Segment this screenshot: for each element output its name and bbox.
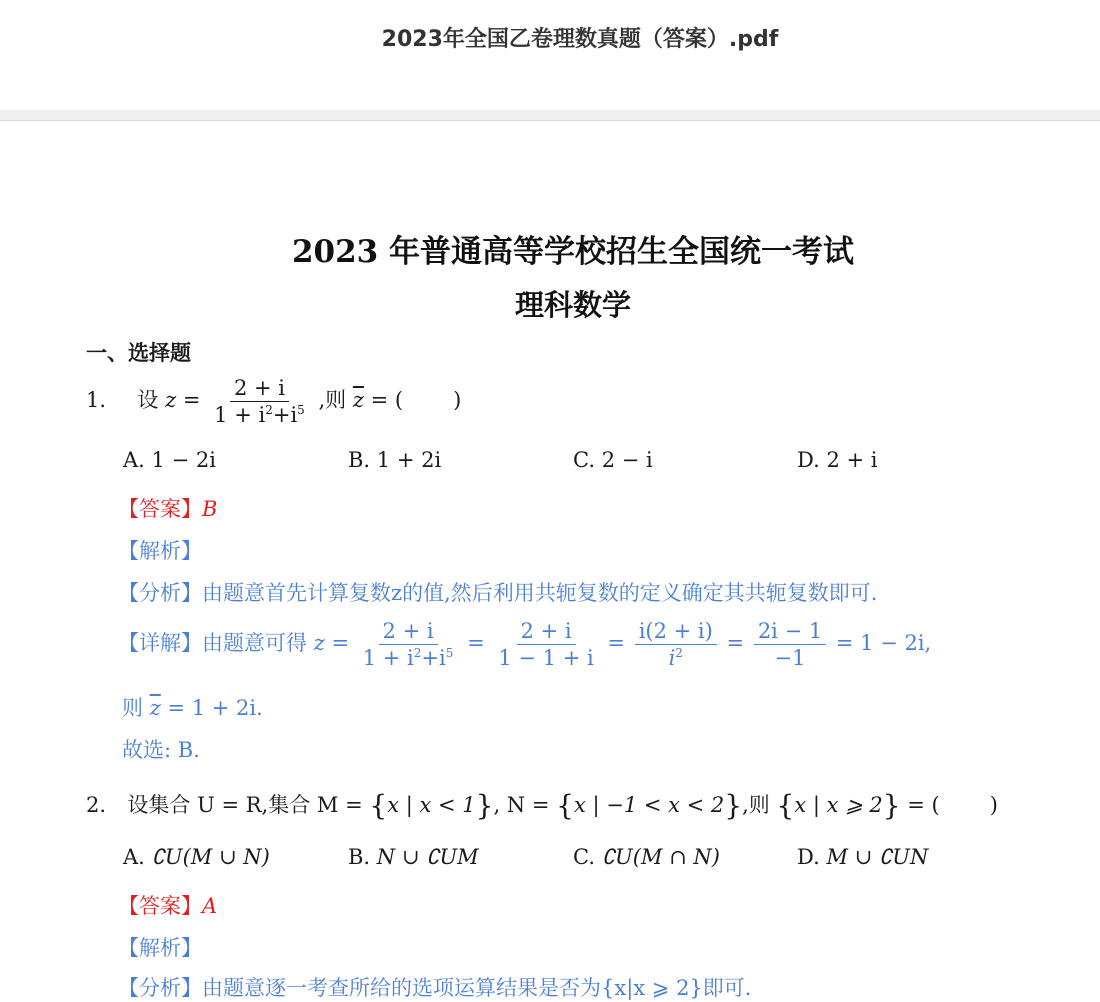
q1-jiexi-label: 【解析】 (118, 539, 202, 563)
toolbar-separator (0, 110, 1100, 121)
q1-suffix: = ( (370, 388, 404, 413)
title-bar (0, 0, 1100, 110)
q1-choose: 故选: B. (122, 738, 200, 762)
q2-option-d: D. M ∪ ∁UN (797, 845, 929, 869)
q1-prefix: 设 (137, 388, 159, 413)
q2-jiexi-label: 【解析】 (118, 936, 202, 960)
q1-fraction (210, 376, 309, 427)
q1-xiangjie: 【详解】由题意可得 z = $\frac{2 + i}{1 + i^2+i^5}$ = $\frac{2 + i}{1 - 1 + i}$ = $\frac{i(2 + i)}{i^2}$ = $\frac{2i - 1}{-1}$ = 1 − 2i, (118, 619, 932, 671)
pdf-page[interactable] (0, 121, 1100, 1000)
question-1-stem (86, 376, 461, 427)
q1-fenxi: 【分析】由题意首先计算复数z的值,然后利用共轭复数的定义确定其共轭复数即可. (118, 581, 878, 605)
q1-numerator: 2 + i (230, 376, 289, 402)
q1-denominator: $1 + i^2+i^5$ (214, 403, 305, 428)
q1-option-a: A. 1 − 2i (123, 448, 216, 472)
q1-answer: 【答案】B (118, 497, 218, 521)
q1-then: 则 $\overline{z} = 1 + 2i$. (122, 696, 263, 720)
q1-mid: ,则 (318, 388, 347, 413)
q1-z: z (165, 388, 177, 413)
question-2-stem: 2. 设集合 U = R,集合 M = {x | x < 1}, N = {x | −1 < x < 2},则 {x | x ⩾ 2} = ( ) (86, 789, 998, 822)
file-title: 2023年全国乙卷理数真题（答案）.pdf (381, 27, 779, 52)
doc-title: 2023 年普通高等学校招生全国统一考试 (291, 234, 855, 270)
q2-number: 2. (86, 793, 107, 817)
q1-option-b: B. 1 + 2i (348, 448, 442, 472)
q2-option-c: C. ∁U(M ∩ N) (573, 845, 720, 869)
q1-eq: = (182, 388, 201, 413)
q2-answer: 【答案】A (118, 894, 218, 918)
q2-option-a: A. ∁U(M ∪ N) (123, 845, 270, 869)
q1-number: 1. (86, 388, 107, 413)
q1-close-paren: ) (453, 388, 462, 413)
doc-subtitle: 理科数学 (514, 288, 631, 322)
q2-fenxi: 【分析】由题意逐一考查所给的选项运算结果是否为{x|x ⩾ 2}即可. (118, 976, 752, 1000)
q2-option-b: B. N ∪ ∁UM (348, 845, 479, 869)
q1-option-d: D. 2 + i (797, 448, 878, 472)
q1-zbar: $\overline{z}$ (352, 388, 364, 413)
q1-option-c: C. 2 − i (573, 448, 653, 472)
section-heading: 一、选择题 (86, 340, 191, 365)
